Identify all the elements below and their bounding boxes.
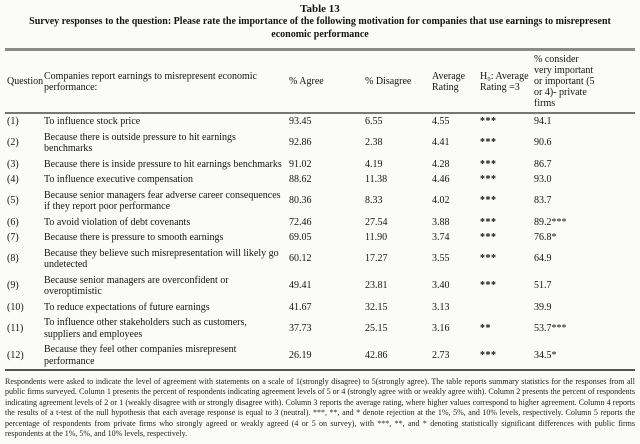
cell-pct-agree: 69.05 <box>289 232 312 243</box>
cell-private-pct: 34.5* <box>534 349 557 361</box>
cell-private-pct: 64.9 <box>534 253 552 265</box>
table-row <box>5 172 635 188</box>
cell-question: (8) <box>7 253 19 265</box>
cell-avg-rating: 3.55 <box>432 253 450 265</box>
table-header-row <box>5 50 635 114</box>
survey-results-table <box>5 48 635 371</box>
title-block <box>5 3 635 41</box>
cell-pct-disagree: 8.33 <box>365 195 383 207</box>
table-title: Survey responses to the question: Please rate the importance of the following motivation for companies that use earnings to misrepresent economic performance <box>29 16 611 40</box>
cell-question: (12) <box>7 349 24 361</box>
col-header-pct-agree: % Agree <box>289 76 324 87</box>
cell-avg-rating: 3.13 <box>432 301 450 313</box>
col-header-question: Question <box>7 76 44 87</box>
cell-pct-agree: 60.12 <box>289 253 312 265</box>
cell-private-pct: 51.7 <box>534 280 552 292</box>
cell-pct-agree: 92.86 <box>289 137 312 149</box>
cell-pct-disagree: 4.19 <box>365 158 383 170</box>
cell-question: (5) <box>7 195 19 207</box>
cell-h0-stars: *** <box>480 116 497 127</box>
cell-pct-disagree: 42.86 <box>365 349 388 361</box>
cell-question: (9) <box>7 280 19 292</box>
table-row <box>5 130 635 157</box>
col-header-private-firms <box>532 50 635 114</box>
cell-question: (11) <box>7 322 24 334</box>
cell-pct-agree: 41.67 <box>289 301 312 313</box>
col-header-private-firms-label: % consider very important or important (5 or 4)- private firms <box>534 54 595 109</box>
table-row <box>5 215 635 231</box>
cell-question: (2) <box>7 137 19 149</box>
cell-question: (1) <box>7 116 19 127</box>
col-header-statement: Companies report earnings to misrepresent economic performance: <box>44 70 257 93</box>
cell-pct-disagree: 25.15 <box>365 322 388 334</box>
cell-question: (10) <box>7 301 24 313</box>
cell-question: (3) <box>7 158 19 170</box>
cell-statement: Because they feel other companies misrepresent performance <box>44 344 237 367</box>
table-row <box>5 246 635 273</box>
cell-private-pct: 39.9 <box>534 301 552 313</box>
cell-statement: Because they believe such misrepresentation will likely go undetected <box>44 247 279 270</box>
cell-pct-agree: 72.46 <box>289 216 312 228</box>
cell-pct-disagree: 17.27 <box>365 253 388 265</box>
cell-h0-stars: *** <box>480 195 497 207</box>
cell-statement: To influence stock price <box>44 116 141 127</box>
cell-h0-stars: *** <box>480 232 497 243</box>
cell-avg-rating: 4.41 <box>432 137 450 149</box>
cell-h0-stars <box>478 300 532 316</box>
cell-avg-rating: 3.74 <box>432 232 450 243</box>
col-header-avg-rating: Average Rating <box>432 70 466 93</box>
cell-pct-agree: 26.19 <box>289 349 312 361</box>
cell-private-pct: 53.7*** <box>534 322 567 334</box>
cell-pct-agree: 49.41 <box>289 280 312 292</box>
table-body <box>5 113 635 370</box>
table-row <box>5 273 635 300</box>
table-footnote: Respondents were asked to indicate the level of agreement with statements on a scale of 1(strongly disagree) to 5(strongly agree). The table reports summary statistics for the responses from all public firms surveyed. Column 1 presents the percent of respondents indicating agreement levels of 5 or 4 (strongly agree with or weakly agree with). Column 2 presents the percent of respondents indicating agreement levels of 2 or 1 (weakly disagree with or strongly disagree with). Column 3 reports the average rating, where higher values correspond to higher agreement. Column 4 reports the results of a t-test of the null hypothesis that each average response is equal to 3 (neutral). ***, **, and * denote rejection at the 1%, 5%, and 10% levels, respectively. Column 5 reports the percentage of respondents from private firms who strongly agreed or weakly agreed (4 or 5 on survey), with ***, **, and * denoting statistically significant differences with public firms respondents at the 1%, 5%, and 10% levels, respectively. <box>5 377 635 439</box>
cell-private-pct: 86.7 <box>534 158 552 170</box>
cell-avg-rating: 2.73 <box>432 349 450 361</box>
cell-statement: Because senior managers are overconfident or overoptimistic <box>44 274 229 297</box>
cell-avg-rating: 4.28 <box>432 158 450 170</box>
cell-pct-agree: 37.73 <box>289 322 312 334</box>
cell-pct-disagree: 23.81 <box>365 280 388 292</box>
cell-pct-disagree: 32.15 <box>365 301 388 313</box>
cell-avg-rating: 3.40 <box>432 280 450 292</box>
table-row <box>5 342 635 370</box>
cell-statement: To influence other stakeholders such as customers, suppliers and employees <box>44 317 247 340</box>
cell-statement: Because senior managers fear adverse career consequences if they report poor performance <box>44 189 281 212</box>
cell-pct-disagree: 11.90 <box>365 232 388 243</box>
cell-statement: Because there is pressure to smooth earnings <box>44 232 224 243</box>
table-number: Table 13 <box>300 3 340 15</box>
cell-avg-rating: 4.02 <box>432 195 450 207</box>
cell-avg-rating: 3.16 <box>432 322 450 334</box>
cell-avg-rating: 4.55 <box>432 116 450 127</box>
table-row <box>5 113 635 130</box>
cell-question: (4) <box>7 174 19 185</box>
cell-private-pct: 94.1 <box>534 116 552 127</box>
cell-h0-stars: *** <box>480 216 497 228</box>
col-header-pct-disagree: % Disagree <box>365 76 412 87</box>
table-row <box>5 300 635 316</box>
table-row <box>5 157 635 173</box>
cell-question: (6) <box>7 216 19 228</box>
table-row <box>5 230 635 246</box>
cell-pct-disagree: 6.55 <box>365 116 383 127</box>
cell-h0-stars: *** <box>480 253 497 265</box>
cell-statement: To reduce expectations of future earnings <box>44 301 210 313</box>
cell-pct-disagree: 11.38 <box>365 174 388 185</box>
cell-avg-rating: 3.88 <box>432 216 450 228</box>
cell-question: (7) <box>7 232 19 243</box>
cell-pct-disagree: 27.54 <box>365 216 388 228</box>
cell-statement: To avoid violation of debt covenants <box>44 216 191 228</box>
cell-private-pct: 90.6 <box>534 137 552 149</box>
cell-private-pct: 83.7 <box>534 195 552 207</box>
cell-private-pct: 76.8* <box>534 232 557 243</box>
cell-private-pct: 89.2*** <box>534 216 567 228</box>
cell-h0-stars: ** <box>480 322 491 334</box>
cell-h0-stars: *** <box>480 280 497 292</box>
cell-h0-stars: *** <box>480 158 497 170</box>
cell-pct-disagree: 2.38 <box>365 137 383 149</box>
cell-h0-stars: *** <box>480 137 497 149</box>
cell-avg-rating: 4.46 <box>432 174 450 185</box>
cell-pct-agree: 80.36 <box>289 195 312 207</box>
cell-private-pct: 93.0 <box>534 174 552 185</box>
cell-statement: To influence executive compensation <box>44 174 193 185</box>
table-row <box>5 188 635 215</box>
cell-pct-agree: 93.45 <box>289 116 312 127</box>
table-row <box>5 315 635 342</box>
cell-statement: Because there is inside pressure to hit earnings benchmarks <box>44 158 282 170</box>
cell-pct-agree: 88.62 <box>289 174 312 185</box>
cell-h0-stars: *** <box>480 349 497 361</box>
cell-pct-agree: 91.02 <box>289 158 312 170</box>
cell-h0-stars: *** <box>480 174 497 185</box>
col-header-h0-test: H₀: Average Rating =3 <box>480 70 529 93</box>
cell-statement: Because there is outside pressure to hit earnings benchmarks <box>44 131 236 154</box>
